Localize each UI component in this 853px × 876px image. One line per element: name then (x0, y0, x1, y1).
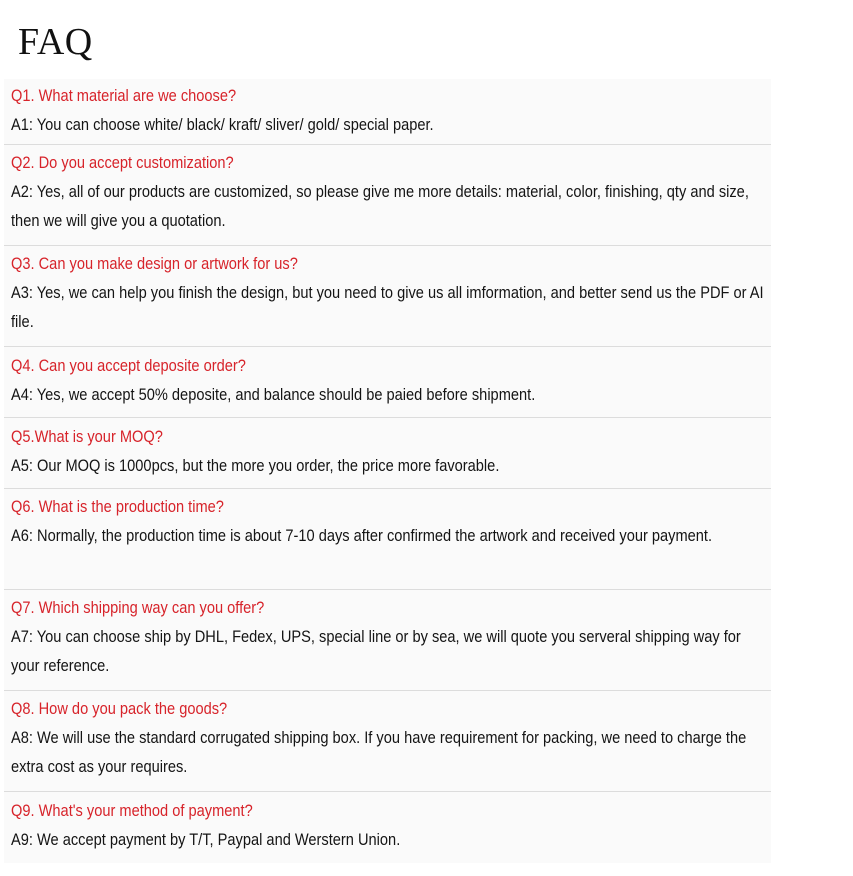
faq-answer-9: A9: We accept payment by T/T, Paypal and Werstern Union. (11, 830, 401, 849)
faq-question-2: Q2. Do you accept customization? (11, 153, 234, 172)
faq-answer-6: A6: Normally, the production time is about 7-10 days after confirmed the artwork and received your payment. (11, 526, 713, 545)
faq-question-3: Q3. Can you make design or artwork for us? (11, 254, 298, 273)
faq-item-8 (4, 691, 771, 792)
page-title: FAQ (18, 21, 93, 63)
faq-answer-4: A4: Yes, we accept 50% deposite, and balance should be paied before shipment. (11, 385, 536, 404)
faq-item-9 (4, 792, 771, 863)
faq-item-5 (4, 418, 771, 489)
faq-answer-3: A3: Yes, we can help you finish the design, but you need to give us all imformation, and better send us the PDF or AI file. (11, 283, 764, 331)
faq-item-3 (4, 246, 771, 347)
faq-item-7 (4, 590, 771, 691)
faq-answer-1: A1: You can choose white/ black/ kraft/ sliver/ gold/ special paper. (11, 115, 434, 134)
faq-question-6: Q6. What is the production time? (11, 497, 224, 516)
faq-item-6 (4, 489, 771, 590)
faq-answer-2: A2: Yes, all of our products are customized, so please give me more details: material, color, finishing, qty and size, then we will give you a quotation. (11, 182, 749, 230)
faq-item-4 (4, 347, 771, 418)
faq-question-7: Q7. Which shipping way can you offer? (11, 598, 265, 617)
faq-item-1 (4, 79, 771, 145)
faq-question-4: Q4. Can you accept deposite order? (11, 356, 246, 375)
faq-question-1: Q1. What material are we choose? (11, 86, 237, 105)
faq-answer-7: A7: You can choose ship by DHL, Fedex, UPS, special line or by sea, we will quote you serveral shipping way for your reference. (11, 627, 741, 675)
faq-answer-8: A8: We will use the standard corrugated shipping box. If you have requirement for packing, we need to charge the extra cost as your requires. (11, 728, 747, 776)
faq-answer-5: A5: Our MOQ is 1000pcs, but the more you order, the price more favorable. (11, 456, 500, 475)
faq-list (4, 79, 771, 863)
faq-question-5: Q5.What is your MOQ? (11, 427, 163, 446)
faq-question-9: Q9. What's your method of payment? (11, 801, 253, 820)
faq-question-8: Q8. How do you pack the goods? (11, 699, 228, 718)
faq-item-2 (4, 145, 771, 246)
